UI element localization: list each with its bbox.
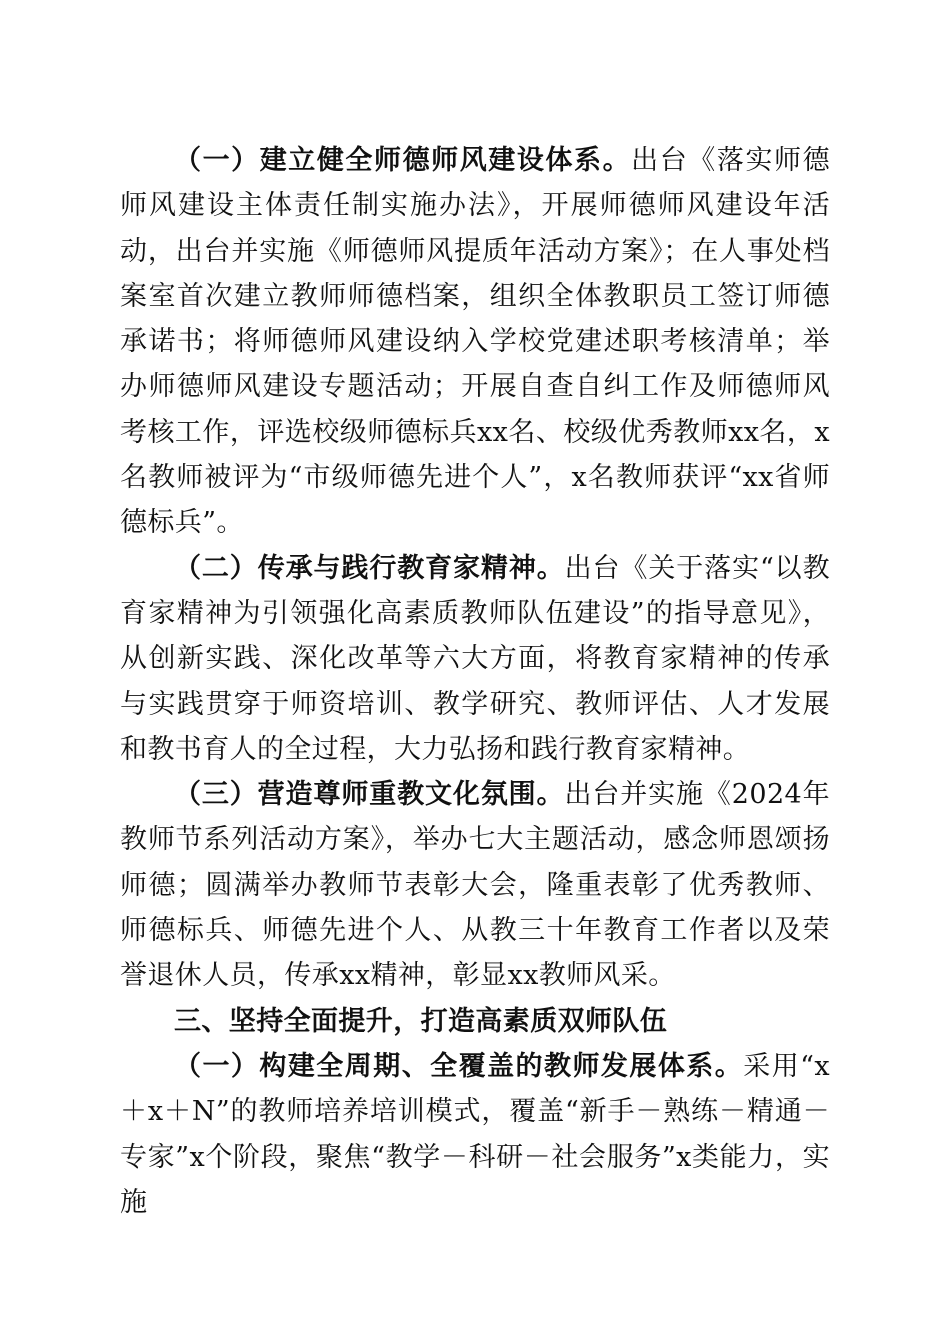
paragraph-text: 出台《落实师德师风建设主体责任制实施办法》，开展师德师风建设年活动，出台并实施《师德师风提质年活动方案》；在人事处档案室首次建立教师师德档案，组织全体教职员工签订师德承诺书；将师德师风建设纳入学校党建述职考核清单；举办师德师风建设专题活动；开展自查自纠工作及师德师风考核工作，评选校级师德标兵xx名、校级优秀教师xx名，x名教师被评为“市级师德先进个人”，x名教师获评“xx省师德标兵”。 [120, 145, 830, 539]
paragraph-text: 出台并实施《2024年教师节系列活动方案》，举办七大主题活动，感念师恩颂扬师德；圆满举办教师节表彰大会，隆重表彰了优秀教师、师德标兵、师德先进个人、从教三十年教育工作者以及荣誉退休人员，传承xx精神，彰显xx教师风采。 [120, 779, 830, 992]
paragraph-text: 出台《关于落实“以教育家精神为引领强化高素质教师队伍建设”的指导意见》，从创新实践、深化改革等六大方面，将教育家精神的传承与实践贯穿于师资培训、教学研究、教师评估、人才发展和教书育人的全过程，大力弘扬和践行教育家精神。 [120, 552, 830, 765]
paragraph-teacher-ethics-system [120, 138, 830, 546]
paragraph-lead: （一）建立健全师德师风建设体系。 [174, 145, 632, 176]
paragraph-lead: （三）营造尊师重教文化氛围。 [174, 779, 565, 811]
paragraph-educator-spirit [120, 546, 830, 772]
paragraph-teacher-development-system [120, 1044, 830, 1225]
document-body [120, 138, 830, 1225]
paragraph-text: 采用“x＋x＋N”的教师培养培训模式，覆盖“新手－熟练－精通－专家”x个阶段，聚焦“教学－科研－社会服务”x类能力，实施 [120, 1050, 831, 1218]
section-heading: 三、坚持全面提升，打造高素质双师队伍 [174, 1005, 668, 1037]
paragraph-lead: （二）传承与践行教育家精神。 [174, 552, 565, 584]
paragraph-respect-teachers-culture [120, 772, 830, 998]
paragraph-lead: （一）构建全周期、全覆盖的教师发展体系。 [174, 1050, 744, 1082]
